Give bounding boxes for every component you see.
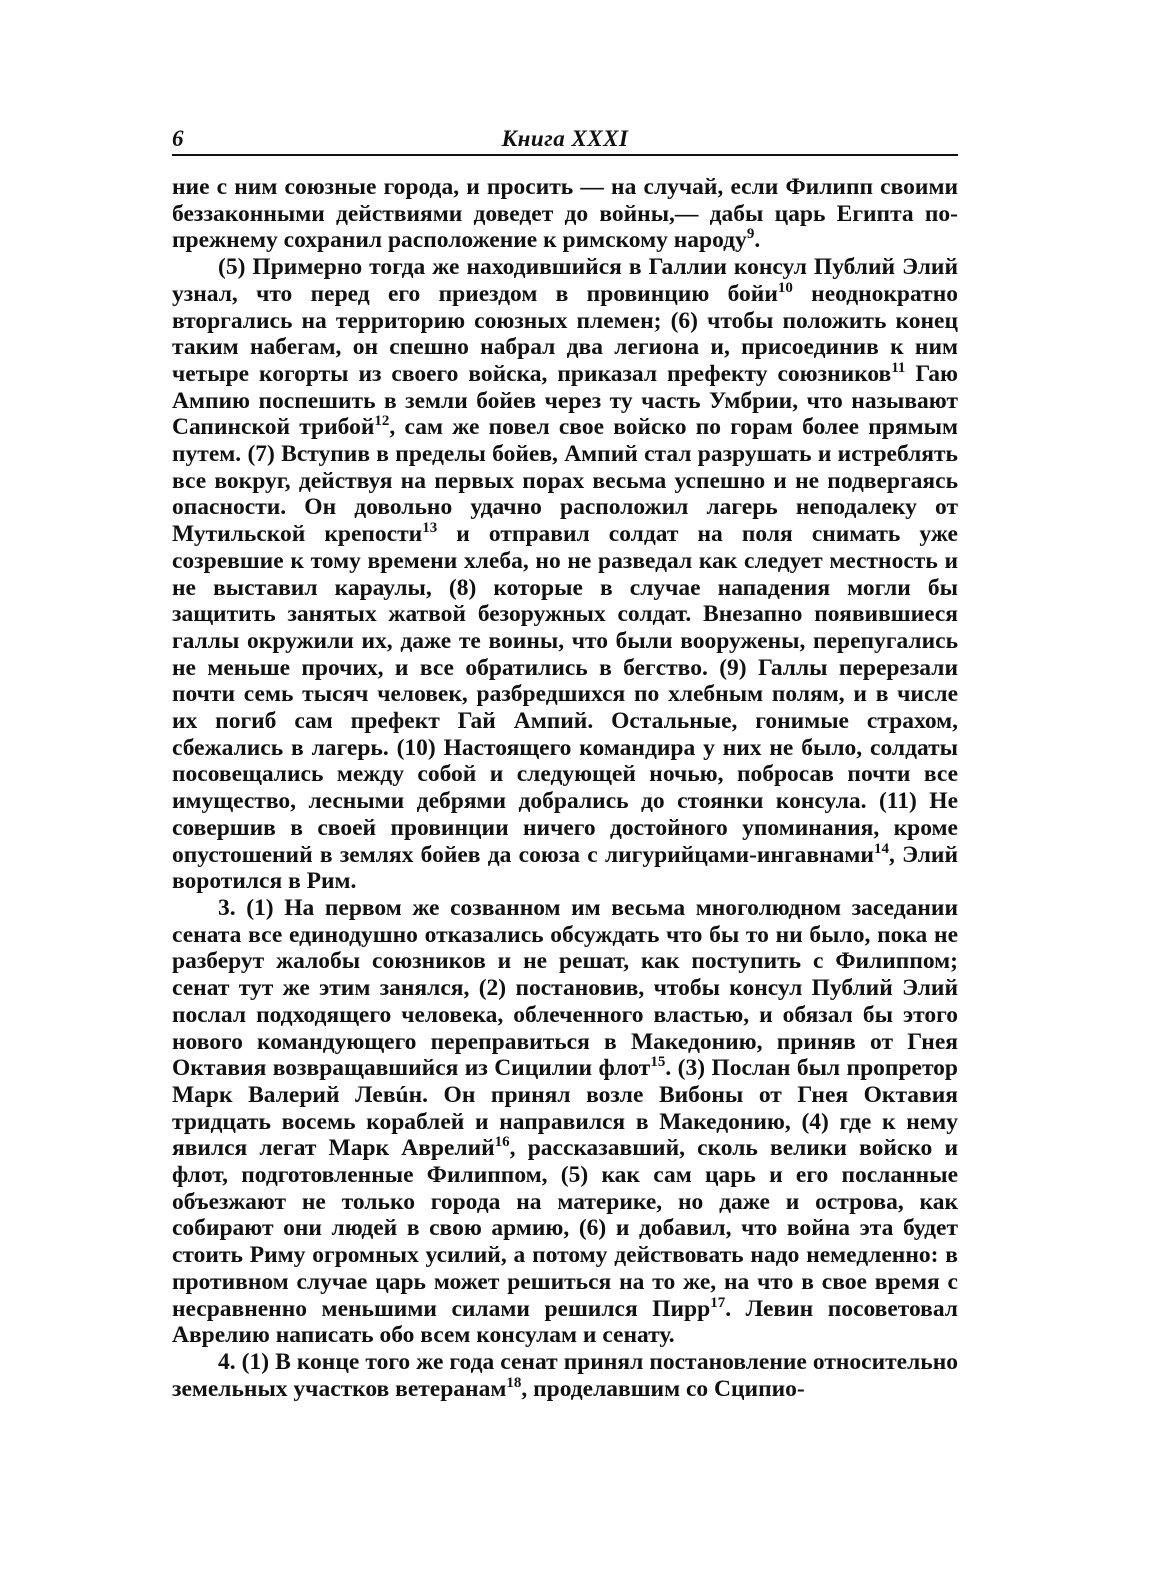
text-run: 4. (1) В конце того же года сенат принял постановление относительно земельных участков ветеранам	[172, 1348, 958, 1402]
text-run: неоднократно вторгались на территорию союзных племен; (6) чтобы положить конец таким набегам, он спешно набрал два легиона и, присоединив к ним четыре когорты из своего войска, приказал префекту союзников	[172, 280, 958, 387]
footnote-marker: 9	[746, 226, 755, 243]
text-run: ние с ним союзные города, и просить — на случай, если Филипп своими беззаконными действиями доведет до войны,— дабы царь Египта по-прежнему сохранил расположение к римскому народу	[172, 174, 958, 254]
footnote-marker: 16	[494, 1134, 510, 1151]
text-run: , Элий воротился в Рим.	[172, 841, 958, 895]
text-run: . (3) Послан был пропретор Марк Валерий Левúн. Он принял возле Вибоны от Гнея Октавия тридцать восемь кораблей и направился в Македонию, (4) где к нему явился легат Марк Аврелий	[172, 1055, 958, 1162]
paragraph	[172, 174, 958, 254]
running-head	[172, 120, 958, 156]
paragraph	[172, 895, 958, 1349]
footnote-marker: 13	[422, 520, 438, 537]
footnote-marker: 12	[374, 413, 390, 430]
footnote-marker: 17	[710, 1294, 726, 1311]
text-run: Гаю Ампию поспешить в земли бойев через ту часть Умбрии, что называют Сапинской трибой	[172, 360, 958, 441]
book-title: Книга XXXI	[501, 126, 629, 151]
footnote-marker: 14	[873, 840, 889, 857]
text-run: (5) Примерно тогда же находившийся в Галлии консул Публий Элий узнал, что перед его приездом в провинцию бойи	[172, 254, 958, 307]
text-run: , проделавшим со Сципио-	[521, 1375, 805, 1402]
footnote-marker: 10	[777, 279, 793, 296]
text-run: , рассказавший, сколь велики войско и флот, подготовленные Филиппом, (5) как сам царь и его посланные объезжают не только города на материке, но даже и острова, как собирают они людей в свою армию, (6) и добавил, что война эта будет стоить Риму огромных усилий, а потому действовать надо немедленно: в противном случае царь может решиться на то же, на что в свое время с несравненно меньшими силами решился Пирр	[172, 1135, 959, 1322]
page-number: 6	[172, 126, 184, 151]
text-run: 3. (1) На первом же созванном им весьма многолюдном заседании сената все единодушно отказались обсуждать что бы то ни было, пока не разберут жалобы союзников и не решат, как поступить с Филиппом; сенат тут же этим занялся, (2) постановив, чтобы консул Публий Элий послал подходящего человека, облеченного властью, и обязал бы этого нового командующего переправиться в Македонию, приняв от Гнея Октавия возвращавшийся из Сицилии флот	[172, 894, 958, 1082]
book-page	[172, 120, 958, 1402]
footnote-marker: 11	[891, 360, 906, 377]
text-run: .	[754, 227, 761, 254]
text-run: , сам же повел свое войско по горам более прямым путем. (7) Вступив в пределы бойев, Ампий стал разрушать и истреблять все вокруг, действуя на первых порах весьма успешно и не подвергаясь опасности. Он довольно удачно расположил лагерь неподалеку от Мутильской крепости	[172, 414, 958, 548]
paragraph	[172, 254, 958, 895]
text-run: и отправил солдат на поля снимать уже созревшие к тому времени хлеба, но не разведал как следует местность и не выставил караулы, (8) которые в случае нападения могли бы защитить занятых жатвой безоружных солдат. Внезапно появившиеся галлы окружили их, даже те воины, что были вооружены, перепугались не меньше прочих, и все обратились в бегство. (9) Галлы перерезали почти семь тысяч человек, разбредшихся по хлебным полям, и в числе их погиб сам префект Гай Ампий. Остальные, гонимые страхом, сбежались в лагерь. (10) Настоящего командира у них не было, солдаты посовещались между собой и следующей ночью, побросав почти все имущество, лесными дебрями добрались до стоянки консула. (11) Не совершив в своей провинции ничего достойного упоминания, кроме опустошений в землях бойев да союза с лигурийцами-ингавнами	[172, 521, 958, 868]
paragraph	[172, 1349, 958, 1402]
body-text	[172, 174, 958, 1402]
text-run: . Левин посоветовал Аврелию написать обо всем консулам и сенату.	[172, 1295, 958, 1349]
footnote-marker: 15	[650, 1054, 666, 1071]
footnote-marker: 18	[506, 1374, 522, 1391]
